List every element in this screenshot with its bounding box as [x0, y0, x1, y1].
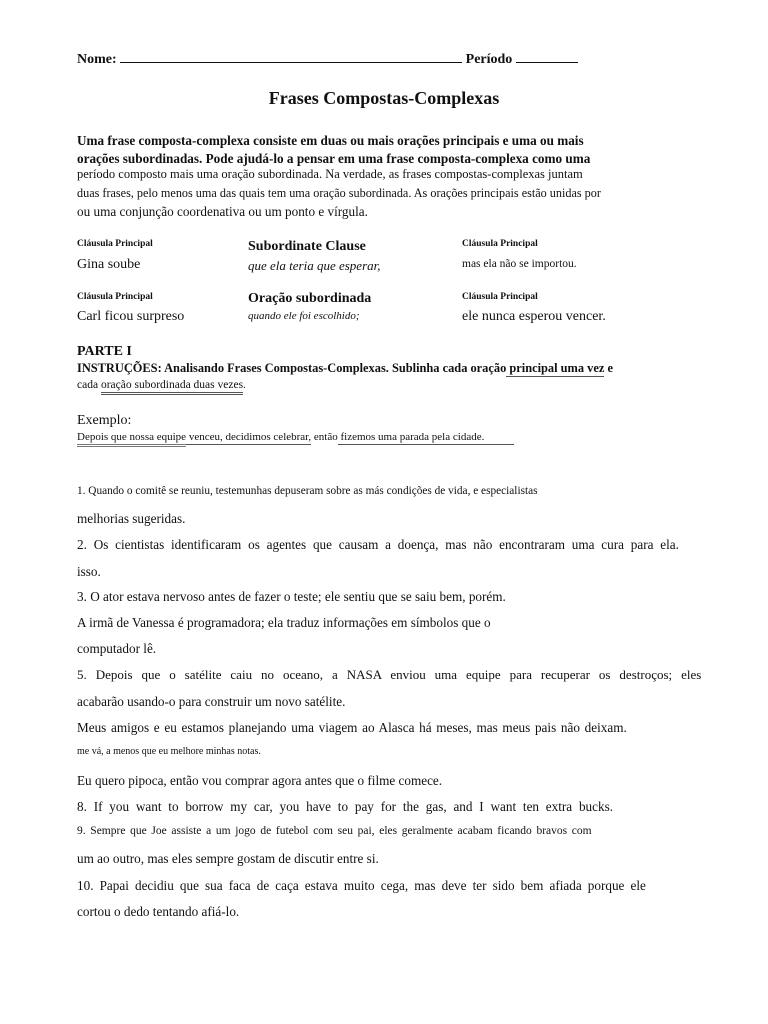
item-6-line-2: me vá, a menos que eu melhore minhas notas. — [77, 746, 261, 757]
intro-line-3: período composto mais uma oração subordinada. Na verdade, as frases compostas-complexas juntam — [77, 167, 583, 181]
example-main-clause-1: venceu, decidimos celebrar, — [186, 431, 312, 443]
period-field[interactable] — [516, 50, 578, 63]
item-4-line-2: computador lê. — [77, 641, 157, 656]
instructions-text: INSTRUÇÕES: Analisando Frases Compostas-Complexas. Sublinha cada oração — [77, 361, 507, 375]
row2-col3-text: ele nunca esperou vencer. — [462, 309, 606, 324]
instructions-line-2 — [77, 379, 246, 391]
row1-col1-text: Gina soube — [77, 257, 141, 272]
row2-col2-head: Oração subordinada — [248, 291, 372, 306]
item-1-line-2: melhorias sugeridas. — [77, 511, 186, 526]
row1-col3-text: mas ela não se importou. — [462, 258, 577, 270]
instructions-text-end: e — [604, 361, 613, 375]
intro-line-5: ou uma conjunção coordenativa ou um ponto e vírgula. — [77, 204, 368, 219]
period-label: Período — [465, 52, 513, 67]
example-label: Exemplo: — [77, 413, 132, 428]
item-10-line-2: cortou o dedo tentando afiá-lo. — [77, 904, 240, 919]
item-4-line-1: A irmã de Vanessa é programadora; ela traduz informações em símbolos que o — [77, 615, 491, 630]
item-7-line-1: Eu quero pipoca, então vou comprar agora antes que o filme comece. — [77, 773, 443, 788]
item-2-line-1: 2. Os cientistas identificaram os agentes que causam a doença, mas não encontraram uma cura para ela. — [77, 537, 679, 552]
item-8-line-1: 8. If you want to borrow my car, you have to pay for the gas, and I want ten extra bucks. — [77, 799, 614, 814]
row1-col2-head: Subordinate Clause — [248, 239, 366, 254]
main-clause-underline: principal uma vez — [506, 361, 605, 375]
row1-col1-head: Cláusula Principal — [77, 239, 153, 249]
item-2-line-2: isso. — [77, 564, 101, 579]
item-1-line-1: 1. Quando o comitê se reuniu, testemunhas depuseram sobre as más condições de vida, e especialistas — [77, 485, 538, 497]
intro-line-4: duas frases, pelo menos uma das quais tem uma oração subordinada. As orações principais estão unidas por — [77, 186, 601, 200]
instructions-period: . — [243, 379, 246, 391]
instructions-each: cada — [77, 379, 99, 391]
intro-line-2: orações subordinadas. Pode ajudá-lo a pensar em uma frase composta-complexa como uma — [77, 151, 591, 166]
name-field[interactable] — [120, 50, 462, 63]
instructions-line-1 — [77, 361, 613, 376]
item-6-line-1: Meus amigos e eu estamos planejando uma viagem ao Alasca há meses, mas meus pais não deixam. — [77, 720, 627, 735]
row2-col3-head: Cláusula Principal — [462, 292, 538, 302]
item-9-line-1: 9. Sempre que Joe assiste a um jogo de futebol com seu pai, eles geralmente acabam ficando bravos com — [77, 825, 592, 837]
name-label: Nome: — [77, 52, 117, 67]
row1-col2-text: que ela teria que esperar, — [248, 258, 381, 273]
item-5-line-2: acabarão usando-o para construir um novo satélite. — [77, 694, 346, 709]
item-9-line-2: um ao outro, mas eles sempre gostam de discutir entre si. — [77, 851, 379, 866]
part-title: PARTE I — [77, 344, 132, 359]
example-subordinate-clause: Depois que nossa equipe — [77, 431, 186, 447]
name-period-line — [77, 50, 578, 68]
row2-col1-head: Cláusula Principal — [77, 292, 153, 302]
row2-col2-text: quando ele foi escolhido; — [248, 310, 360, 322]
example-sentence — [77, 431, 514, 443]
subordinate-clause-underline: oração subordinada duas vezes — [101, 379, 243, 395]
item-5-line-1: 5. Depois que o satélite caiu no oceano, a NASA enviou uma equipe para recuperar os destroços; eles — [77, 667, 702, 682]
item-3-line-1: 3. O ator estava nervoso antes de fazer o teste; ele sentiu que se saiu bem, porém. — [77, 589, 506, 604]
row2-col1-text: Carl ficou surpreso — [77, 309, 185, 324]
intro-line-1: Uma frase composta-complexa consiste em duas ou mais orações principais e uma ou mais — [77, 133, 584, 148]
row1-col3-head: Cláusula Principal — [462, 239, 538, 249]
item-10-line-1: 10. Papai decidiu que sua faca de caça estava muito cega, mas deve ter sido bem afiada porque ele — [77, 878, 646, 893]
example-conjunction: então — [311, 431, 338, 443]
page-title: Frases Compostas-Complexas — [268, 88, 500, 108]
example-main-clause-2: fizemos uma parada pela cidade. — [338, 431, 515, 445]
